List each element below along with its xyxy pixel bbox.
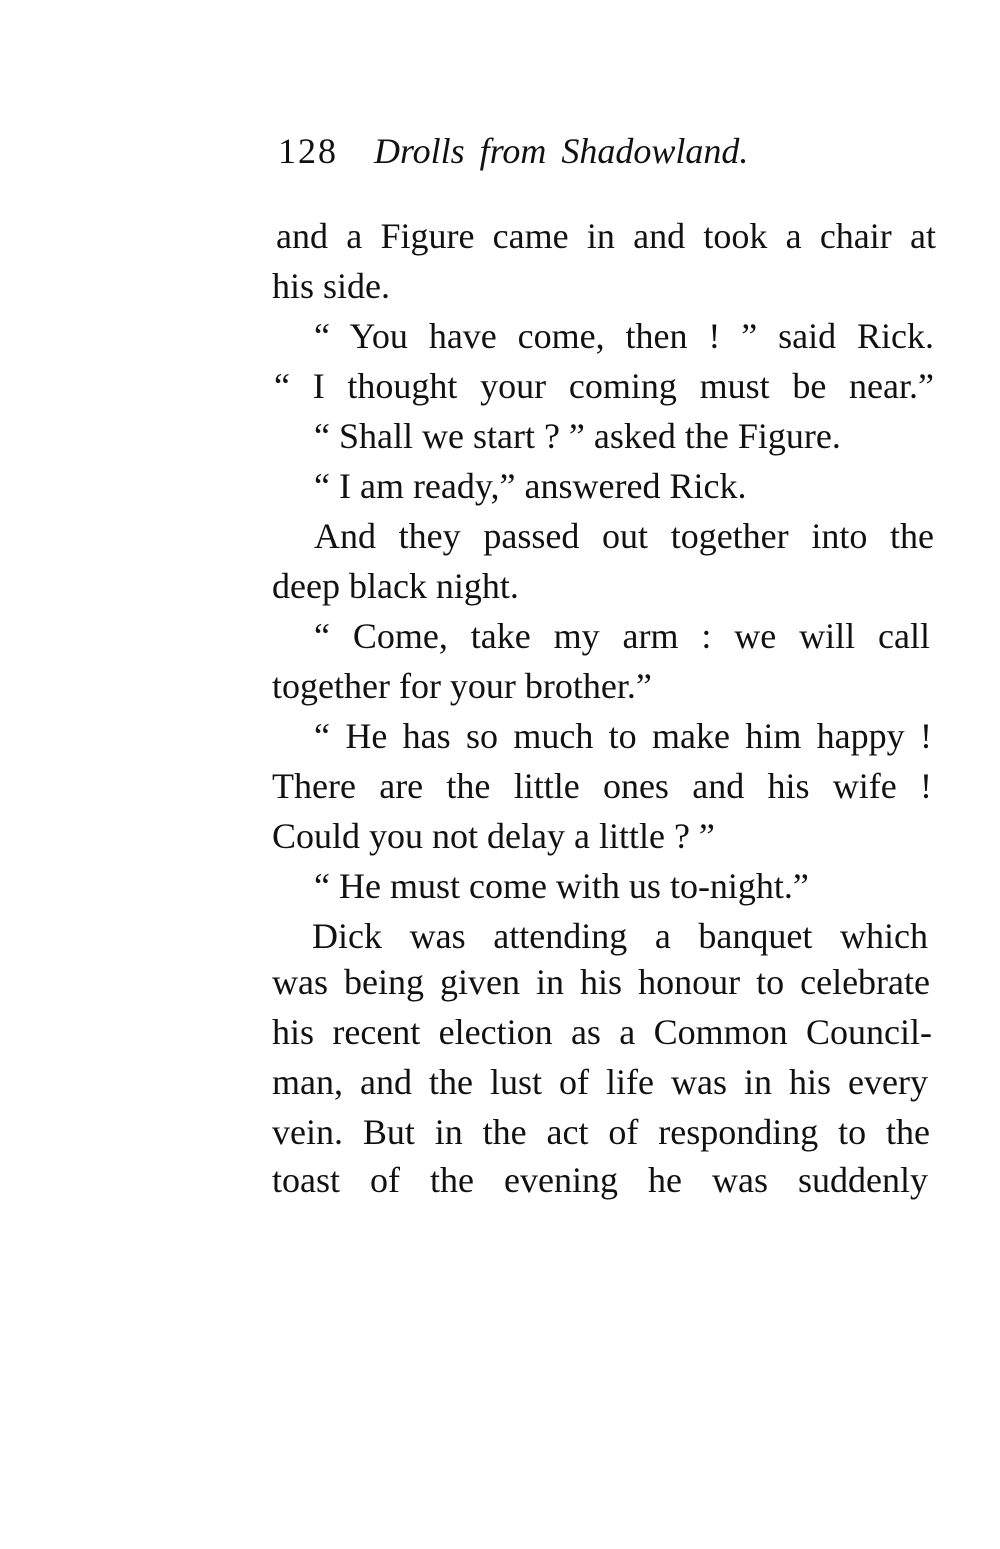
running-header [278, 126, 748, 176]
text-line: “ I am ready,” answered Rick. [314, 466, 747, 506]
text-line: vein. But in the act of responding to the [272, 1112, 930, 1152]
text-line: “ He must come with us to-night.” [314, 866, 809, 906]
text-line: And they passed out together into the [314, 516, 934, 556]
text-line: his recent election as a Common Council- [272, 1012, 932, 1052]
text-line: Could you not delay a little ? ” [272, 816, 715, 856]
text-line: “ Come, take my arm : we will call [314, 616, 930, 656]
page-number: 128 [278, 131, 338, 171]
text-line: toast of the evening he was suddenly [272, 1160, 928, 1200]
text-line: was being given in his honour to celebrate [272, 962, 930, 1002]
text-line: “ You have come, then ! ” said Rick. [314, 316, 934, 356]
text-line: man, and the lust of life was in his every [272, 1062, 928, 1102]
text-line: his side. [272, 266, 391, 306]
text-line: and a Figure came in and took a chair at [276, 216, 936, 256]
text-line: together for your brother.” [272, 666, 652, 706]
text-line: “ He has so much to make him happy ! [314, 716, 932, 756]
text-line: Dick was attending a banquet which [312, 916, 928, 956]
text-line: “ I thought your coming must be near.” [274, 366, 934, 406]
running-title: Drolls from Shadowland. [374, 131, 749, 171]
text-line: “ Shall we start ? ” asked the Figure. [314, 416, 841, 456]
text-line: deep black night. [272, 566, 519, 606]
text-line: There are the little ones and his wife ! [272, 766, 932, 806]
